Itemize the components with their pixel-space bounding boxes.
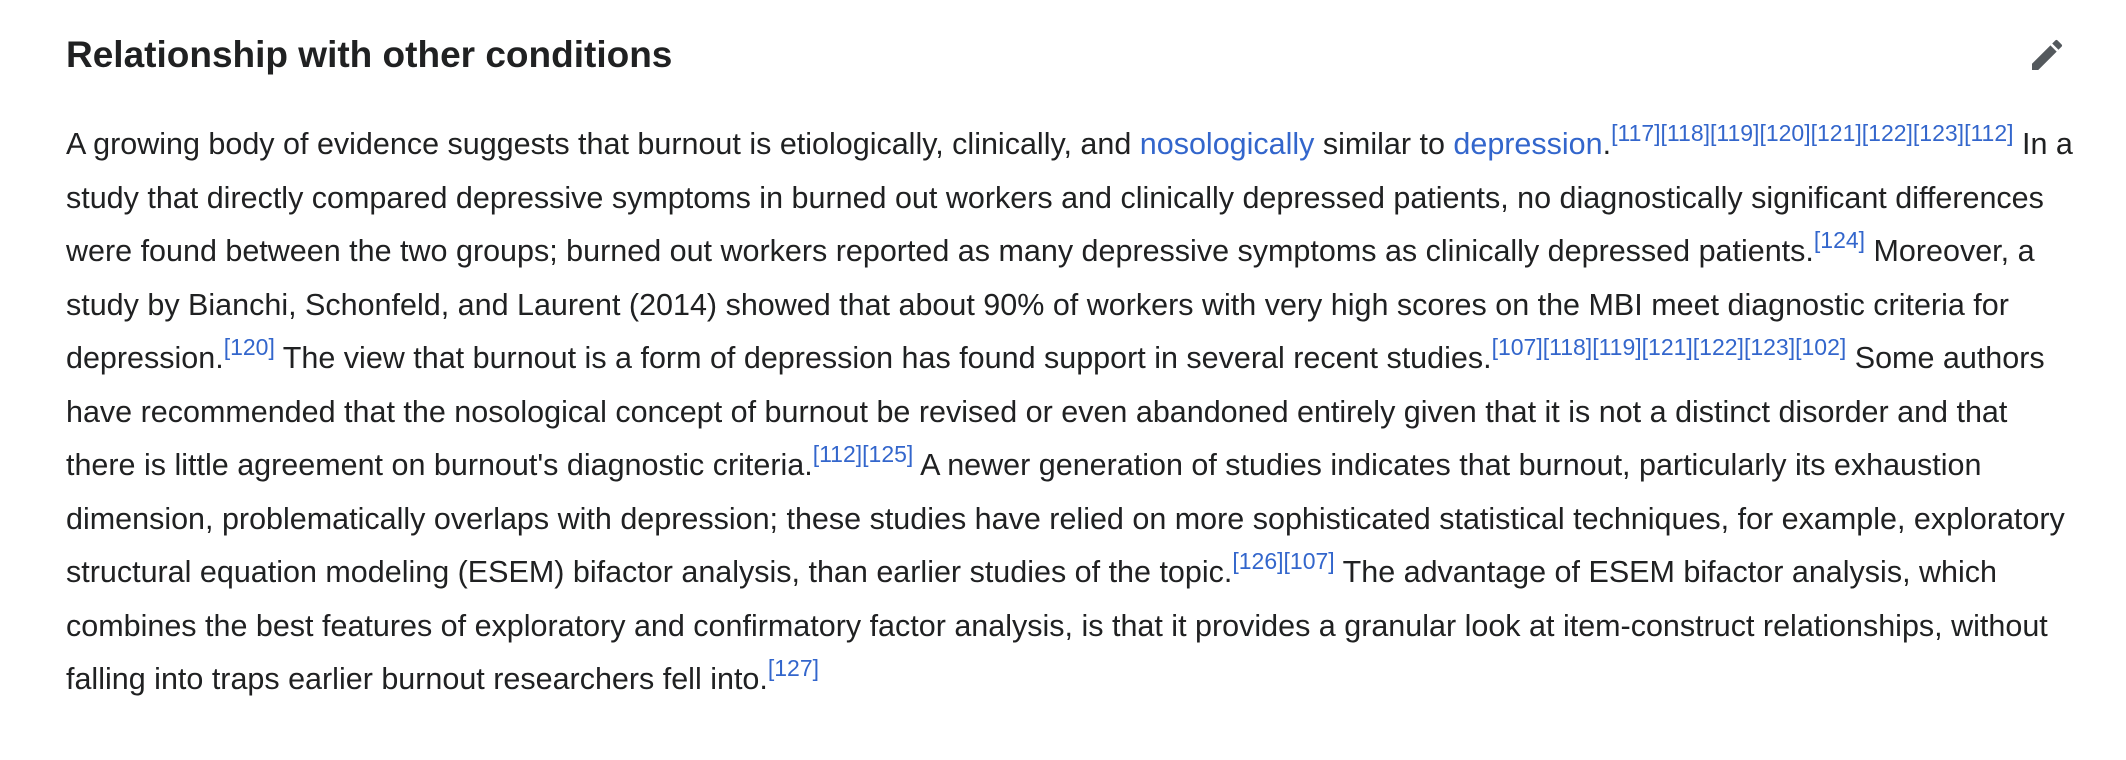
citation-link[interactable]: [112] xyxy=(812,440,863,467)
citation-link[interactable]: [124] xyxy=(1813,226,1866,253)
link-nosologically[interactable]: nosologically xyxy=(1139,127,1315,161)
paragraph-text: A newer generation of studies indicates that burnout, particularly its exhaustion dimension, problematically overlaps with depression; these studies have relied on more sophisticated statistical techniques, for example, exploratory structural equation modeling (ESEM) bifactor analysis, than earlier studies of the topic. xyxy=(66,448,2065,589)
citation-group xyxy=(1492,334,1847,360)
citation-link[interactable]: [123] xyxy=(1743,333,1796,360)
citation-link[interactable]: [122] xyxy=(1861,119,1913,146)
citation-link[interactable]: [118] xyxy=(1542,333,1593,360)
paragraph-text: similar to xyxy=(1314,127,1454,161)
citation-link[interactable]: [121] xyxy=(1810,119,1862,146)
citation-link[interactable]: [122] xyxy=(1692,333,1744,360)
citation-group xyxy=(1611,120,2013,146)
citation-link[interactable]: [119] xyxy=(1592,333,1642,360)
citation-link[interactable]: [120] xyxy=(223,333,275,360)
paragraph-text: A growing body of evidence suggests that burnout is etiologically, clinically, and xyxy=(66,127,1140,161)
citation-link[interactable]: [107] xyxy=(1283,547,1335,574)
edit-section-button[interactable] xyxy=(2022,30,2072,80)
paragraph-text: Moreover, a study by Bianchi, Schonfeld, and Laurent (2014) showed that about 90% of workers with very high scores on the MBI meet diagnostic criteria for depression. xyxy=(66,234,2035,375)
link-depression[interactable]: depression xyxy=(1453,127,1603,161)
paragraph-text: In a study that directly compared depressive symptoms in burned out workers and clinically depressed patients, no diagnostically significant differences were found between the two groups; burned out workers reported as many depressive symptoms as clinically depressed patients. xyxy=(66,127,2073,268)
citation-group xyxy=(1232,548,1334,574)
paragraph-text: The view that burnout is a form of depression has found support in several recent studies. xyxy=(274,341,1492,375)
citation-link[interactable]: [107] xyxy=(1491,333,1543,360)
citation-link[interactable]: [126] xyxy=(1232,547,1284,574)
citation-group xyxy=(768,655,819,681)
citation-link[interactable]: [119] xyxy=(1710,119,1760,146)
citation-group xyxy=(224,334,275,360)
pencil-icon xyxy=(2027,35,2067,75)
paragraph-text: Some authors have recommended that the nosological concept of burnout be revised or even abandoned entirely given that it is not a distinct disorder and that there is little agreement on burnout's diagnostic criteria. xyxy=(66,341,2045,482)
citation-link[interactable]: [123] xyxy=(1912,119,1965,146)
citation-link[interactable]: [121] xyxy=(1641,333,1693,360)
paragraph-text: . xyxy=(1602,127,1612,161)
article-section xyxy=(66,0,2076,707)
citation-link[interactable]: [127] xyxy=(767,654,820,681)
citation-group xyxy=(1814,227,1865,253)
citation-link[interactable]: [117] xyxy=(1611,119,1661,146)
citation-link[interactable]: [102] xyxy=(1795,333,1847,360)
citation-group xyxy=(813,441,914,467)
section-paragraph xyxy=(66,118,2076,707)
paragraph-text: The advantage of ESEM bifactor analysis, which combines the best features of exploratory and confirmatory factor analysis, is that it provides a granular look at item-construct relationships, without falling into traps earlier burnout researchers fell into. xyxy=(66,555,2048,696)
citation-link[interactable]: [118] xyxy=(1660,119,1710,146)
section-heading: Relationship with other conditions xyxy=(66,34,673,75)
citation-link[interactable]: [125] xyxy=(862,440,914,467)
citation-link[interactable]: [112] xyxy=(1964,119,2014,146)
citation-link[interactable]: [120] xyxy=(1759,119,1811,146)
